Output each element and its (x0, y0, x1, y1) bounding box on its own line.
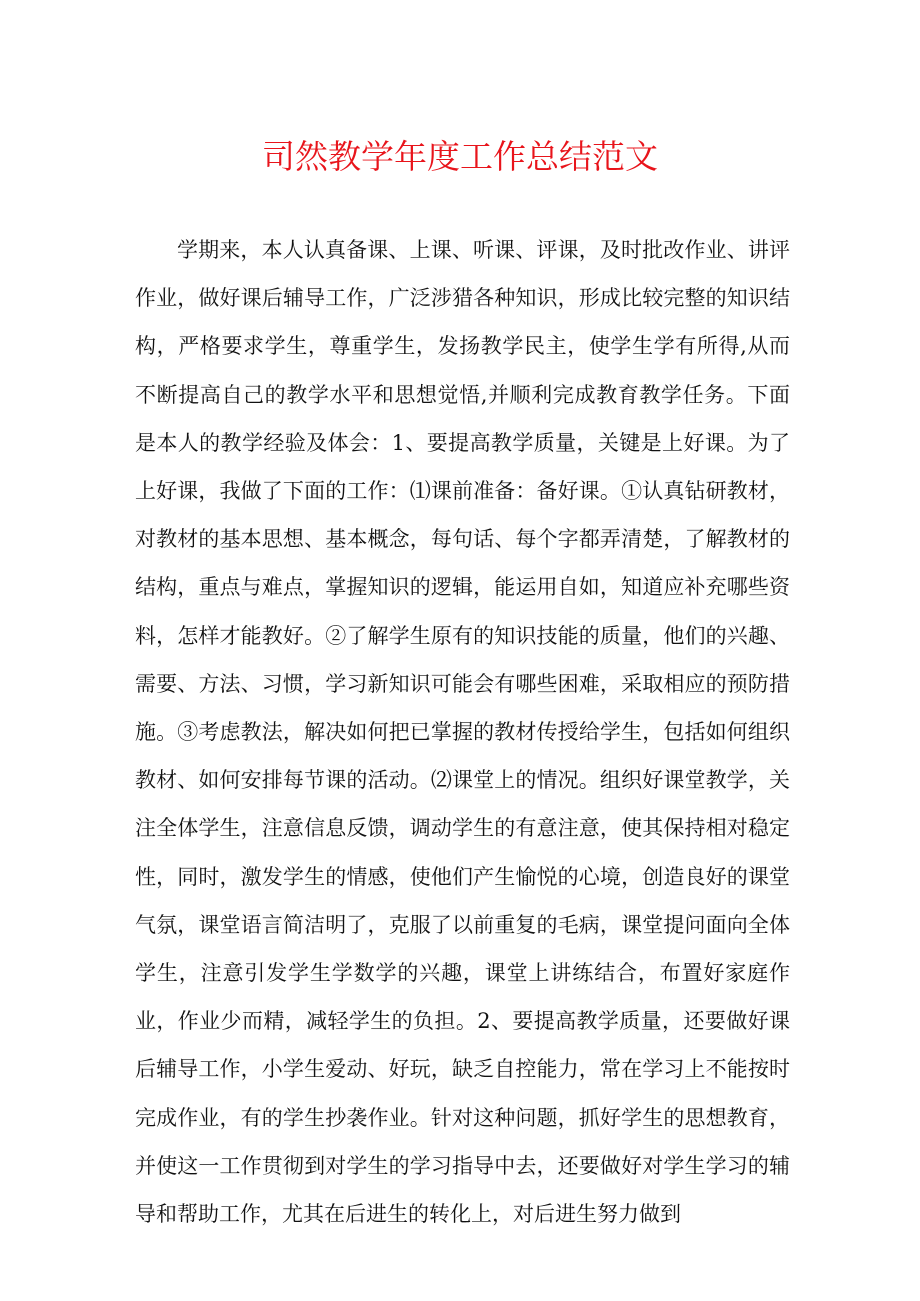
body-paragraph: 学期来，本人认真备课、上课、听课、评课，及时批改作业、讲评作业，做好课后辅导工作，广泛涉猎各种知识，形成比较完整的知识结构，严格要求学生，尊重学生，发扬教学民主，使学生学有所得,从而不断提高自己的教学水平和思想觉悟,并顺利完成教育教学任务。下面是本人的教学经验及体会：1、要提高教学质量，关键是上好课。为了上好课，我做了下面的工作：⑴课前准备：备好课。①认真钻研教材，对教材的基本思想、基本概念，每句话、每个字都弄清楚，了解教材的结构，重点与难点，掌握知识的逻辑，能运用自如，知道应补充哪些资料，怎样才能教好。②了解学生原有的知识技能的质量，他们的兴趣、需要、方法、习惯，学习新知识可能会有哪些困难，采取相应的预防措施。③考虑教法，解决如何把已掌握的教材传授给学生，包括如何组织教材、如何安排每节课的活动。⑵课堂上的情况。组织好课堂教学，关注全体学生，注意信息反馈，调动学生的有意注意，使其保持相对稳定性，同时，激发学生的情感，使他们产生愉悦的心境，创造良好的课堂气氛，课堂语言简洁明了，克服了以前重复的毛病，课堂提问面向全体学生，注意引发学生学数学的兴趣，课堂上讲练结合，布置好家庭作业，作业少而精，减轻学生的负担。2、要提高教学质量，还要做好课后辅导工作，小学生爱动、好玩，缺乏自控能力，常在学习上不能按时完成作业，有的学生抄袭作业。针对这种问题，抓好学生的思想教育，并使这一工作贯彻到对学生的学习指导中去，还要做好对学生学习的辅导和帮助工作，尤其在后进生的转化上，对后进生努力做到 (135, 238, 790, 1227)
document-title: 司然教学年度工作总结范文 (262, 137, 658, 176)
